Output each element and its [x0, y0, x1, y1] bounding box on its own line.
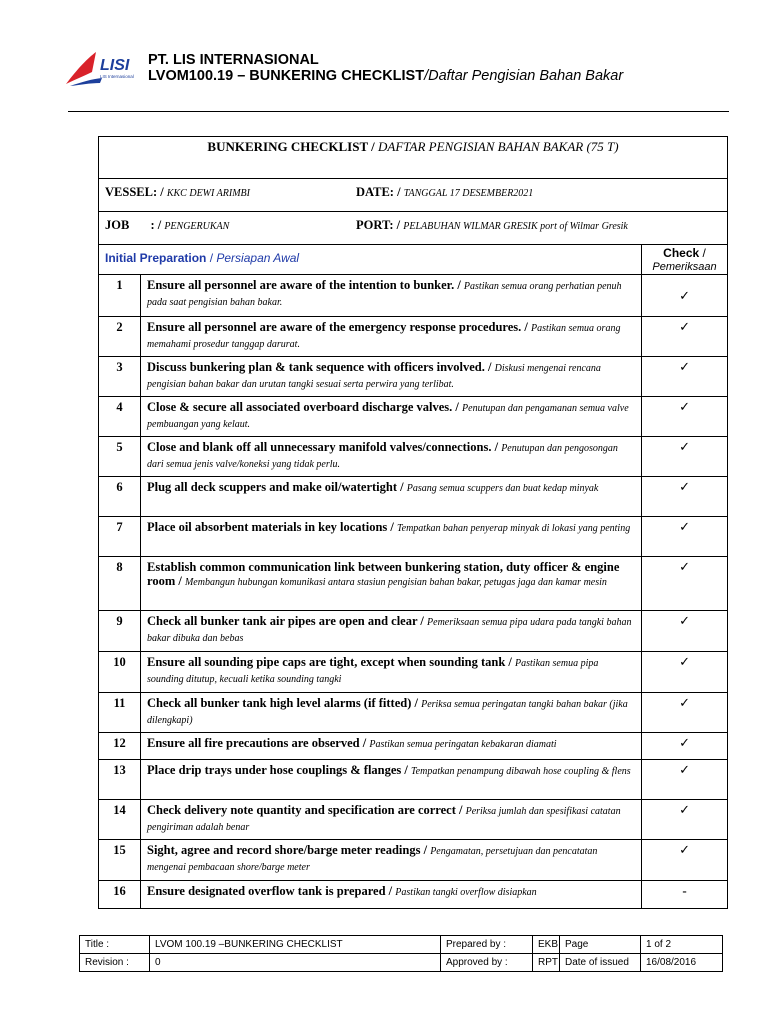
- item-description: [141, 693, 642, 733]
- item-description: [141, 733, 642, 760]
- footer-prepared-label: Prepared by :: [441, 936, 533, 954]
- check-mark[interactable]: ✓: [642, 611, 728, 652]
- table-row: [99, 437, 728, 477]
- item-text-english: Ensure all sounding pipe caps are tight, except when sounding tank /: [147, 655, 512, 669]
- header-divider: [68, 111, 729, 112]
- item-text-indonesian: Periksa jumlah dan spesifikasi catatan pengiriman adalah benar: [147, 806, 621, 833]
- item-description: [141, 800, 642, 840]
- section-heading: [99, 245, 642, 275]
- check-column-header: [642, 245, 728, 275]
- item-number: 15: [99, 840, 141, 881]
- item-number: 12: [99, 733, 141, 760]
- table-row: [99, 840, 728, 881]
- port-label: PORT: /: [356, 218, 401, 232]
- item-number: 1: [99, 275, 141, 317]
- item-text-indonesian: Tempatkan penampung dibawah hose coupling & flens: [411, 766, 631, 777]
- item-description: [141, 652, 642, 693]
- section-heading-separator: /: [206, 251, 217, 265]
- check-mark[interactable]: -: [642, 881, 728, 909]
- document-title: [148, 68, 623, 84]
- item-number: 2: [99, 317, 141, 357]
- table-row: [99, 733, 728, 760]
- table-row: [99, 881, 728, 909]
- table-row: [99, 652, 728, 693]
- table-row: [99, 517, 728, 557]
- item-text-indonesian: Pastikan semua orang perhatian penuh pada saat pengisian bahan bakar.: [147, 281, 622, 308]
- section-heading-indonesian: Persiapan Awal: [216, 251, 300, 265]
- check-header-english: Check: [663, 246, 700, 260]
- item-description: [141, 881, 642, 909]
- item-text-english: Place drip trays under hose couplings & flanges /: [147, 763, 408, 777]
- item-number: 6: [99, 477, 141, 517]
- item-text-indonesian: Periksa semua peringatan tangki bahan bakar (jika dilengkapi): [147, 699, 628, 726]
- check-mark[interactable]: ✓: [642, 397, 728, 437]
- check-mark[interactable]: ✓: [642, 800, 728, 840]
- footer-approved-label: Approved by :: [441, 954, 533, 972]
- job-value: PENGERUKAN: [164, 221, 230, 232]
- port-value: PELABUHAN WILMAR GRESIK port of Wilmar Gresik: [403, 221, 628, 232]
- item-number: 9: [99, 611, 141, 652]
- item-text-english: Place oil absorbent materials in key locations /: [147, 520, 394, 534]
- table-row: [99, 557, 728, 611]
- form-title-indonesian: DAFTAR PENGISIAN BAHAN BAKAR (75 T): [378, 139, 619, 154]
- item-text-indonesian: Pemeriksaan semua pipa udara pada tangki bahan bakar dibuka dan bebas: [147, 617, 632, 644]
- document-footer: [79, 935, 723, 972]
- company-name: PT. LIS INTERNASIONAL: [148, 52, 319, 68]
- check-mark[interactable]: ✓: [642, 517, 728, 557]
- form-title-english: BUNKERING CHECKLIST /: [207, 139, 375, 154]
- table-row: [99, 800, 728, 840]
- check-mark[interactable]: ✓: [642, 557, 728, 611]
- item-text-english: Ensure all personnel are aware of the intention to bunker. /: [147, 278, 461, 292]
- logo-subtext: LIS Internasional: [100, 74, 134, 79]
- item-description: [141, 517, 642, 557]
- item-text-english: Check all bunker tank air pipes are open and clear /: [147, 614, 424, 628]
- item-number: 5: [99, 437, 141, 477]
- footer-revision-label: Revision :: [80, 954, 150, 972]
- check-mark[interactable]: ✓: [642, 760, 728, 800]
- item-number: 3: [99, 357, 141, 397]
- check-mark[interactable]: ✓: [642, 840, 728, 881]
- item-number: 8: [99, 557, 141, 611]
- item-text-english: Ensure designated overflow tank is prepared /: [147, 884, 393, 898]
- check-mark[interactable]: ✓: [642, 733, 728, 760]
- section-heading-english: Initial Preparation: [105, 251, 207, 265]
- item-text-indonesian: Tempatkan bahan penyerap minyak di lokasi yang penting: [396, 523, 631, 534]
- footer-page-label: Page: [560, 936, 641, 954]
- item-text-indonesian: Pastikan tangki overflow disiapkan: [395, 887, 537, 898]
- footer-issued-value: 16/08/2016: [641, 954, 723, 972]
- table-row: [99, 275, 728, 317]
- item-number: 16: [99, 881, 141, 909]
- item-text-indonesian: Penutupan dan pengamanan semua valve pembuangan yang kelaut.: [147, 403, 629, 430]
- item-number: 11: [99, 693, 141, 733]
- footer-approved-value: RPT: [533, 954, 560, 972]
- lis-logo: [62, 46, 144, 92]
- item-text-indonesian: Pastikan semua peringatan kebakaran diamati: [369, 739, 557, 750]
- item-description: [141, 477, 642, 517]
- table-row: [99, 397, 728, 437]
- item-text-english: Establish common communication link between bunkering station, duty officer & engine room /: [147, 560, 620, 588]
- check-mark[interactable]: ✓: [642, 437, 728, 477]
- vessel-label: VESSEL: /: [105, 185, 164, 199]
- table-row: [99, 693, 728, 733]
- job-separator: : /: [150, 218, 162, 232]
- footer-issued-label: Date of issued: [560, 954, 641, 972]
- item-text-english: Discuss bunkering plan & tank sequence with officers involved. /: [147, 360, 492, 374]
- item-text-english: Plug all deck scuppers and make oil/watertight /: [147, 480, 404, 494]
- form-title: [99, 137, 728, 179]
- item-text-indonesian: Pengamatan, persetujuan dan pencatatan mengenai pembacaan shore/barge meter: [147, 846, 598, 873]
- item-number: 4: [99, 397, 141, 437]
- item-text-indonesian: Pastikan semua orang memahami prosedur tanggap darurat.: [147, 323, 621, 350]
- item-text-indonesian: Diskusi mengenai rencana pengisian bahan bakar dan urutan tangki sesuai serta perwira yang terlibat.: [147, 363, 601, 390]
- check-mark[interactable]: ✓: [642, 357, 728, 397]
- item-text-indonesian: Penutupan dan pengosongan dari semua jenis valve/koneksi yang tidak perlu.: [147, 443, 618, 470]
- check-mark[interactable]: ✓: [642, 693, 728, 733]
- table-row: [99, 477, 728, 517]
- checklist-table: [98, 136, 728, 909]
- check-header-separator: /: [699, 246, 706, 260]
- document-code-title: LVOM100.19 – BUNKERING CHECKLIST: [148, 68, 425, 84]
- footer-title-label: Title :: [80, 936, 150, 954]
- item-number: 7: [99, 517, 141, 557]
- table-row: [99, 760, 728, 800]
- check-mark[interactable]: ✓: [642, 477, 728, 517]
- item-description: [141, 760, 642, 800]
- check-mark[interactable]: ✓: [642, 275, 728, 317]
- item-number: 10: [99, 652, 141, 693]
- item-text-indonesian: Pasang semua scuppers dan buat kedap minyak: [406, 483, 599, 494]
- job-label: JOB: [105, 218, 130, 232]
- item-description: [141, 357, 642, 397]
- logo-text: LISI: [100, 57, 130, 74]
- table-row: [99, 317, 728, 357]
- footer-title-value: LVOM 100.19 –BUNKERING CHECKLIST: [150, 936, 441, 954]
- item-description: [141, 397, 642, 437]
- item-text-english: Sight, agree and record shore/barge meter readings /: [147, 843, 428, 857]
- item-text-english: Ensure all personnel are aware of the emergency response procedures. /: [147, 320, 528, 334]
- table-row: [99, 611, 728, 652]
- item-description: [141, 275, 642, 317]
- item-text-english: Close & secure all associated overboard discharge valves. /: [147, 400, 459, 414]
- footer-prepared-value: EKB: [533, 936, 560, 954]
- footer-page-value: 1 of 2: [641, 936, 723, 954]
- item-description: [141, 840, 642, 881]
- document-title-indonesian: /Daftar Pengisian Bahan Bakar: [424, 68, 624, 84]
- table-row: [99, 357, 728, 397]
- date-label: DATE: /: [356, 185, 401, 199]
- vessel-date-row: [99, 179, 728, 212]
- item-text-english: Check all bunker tank high level alarms (if fitted) /: [147, 696, 418, 710]
- document-header: [62, 46, 730, 96]
- job-port-row: [99, 212, 728, 245]
- item-description: [141, 557, 642, 611]
- item-number: 14: [99, 800, 141, 840]
- item-text-english: Ensure all fire precautions are observed /: [147, 736, 367, 750]
- item-text-indonesian: Pastikan semua pipa sounding ditutup, kecuali ketika sounding tangki: [147, 658, 599, 685]
- date-value: TANGGAL 17 DESEMBER2021: [403, 188, 534, 199]
- item-number: 13: [99, 760, 141, 800]
- check-mark[interactable]: ✓: [642, 652, 728, 693]
- check-mark[interactable]: ✓: [642, 317, 728, 357]
- vessel-value: KKC DEWI ARIMBI: [166, 188, 250, 199]
- footer-revision-value: 0: [150, 954, 441, 972]
- item-description: [141, 317, 642, 357]
- item-text-english: Check delivery note quantity and specification are correct /: [147, 803, 463, 817]
- check-header-indonesian: Pemeriksaan: [652, 261, 717, 273]
- item-text-english: Close and blank off all unnecessary manifold valves/connections. /: [147, 440, 499, 454]
- item-description: [141, 437, 642, 477]
- item-description: [141, 611, 642, 652]
- item-text-indonesian: Membangun hubungan komunikasi antara stasiun pengisian bahan bakar, petugas jaga dan kamar mesin: [184, 577, 607, 588]
